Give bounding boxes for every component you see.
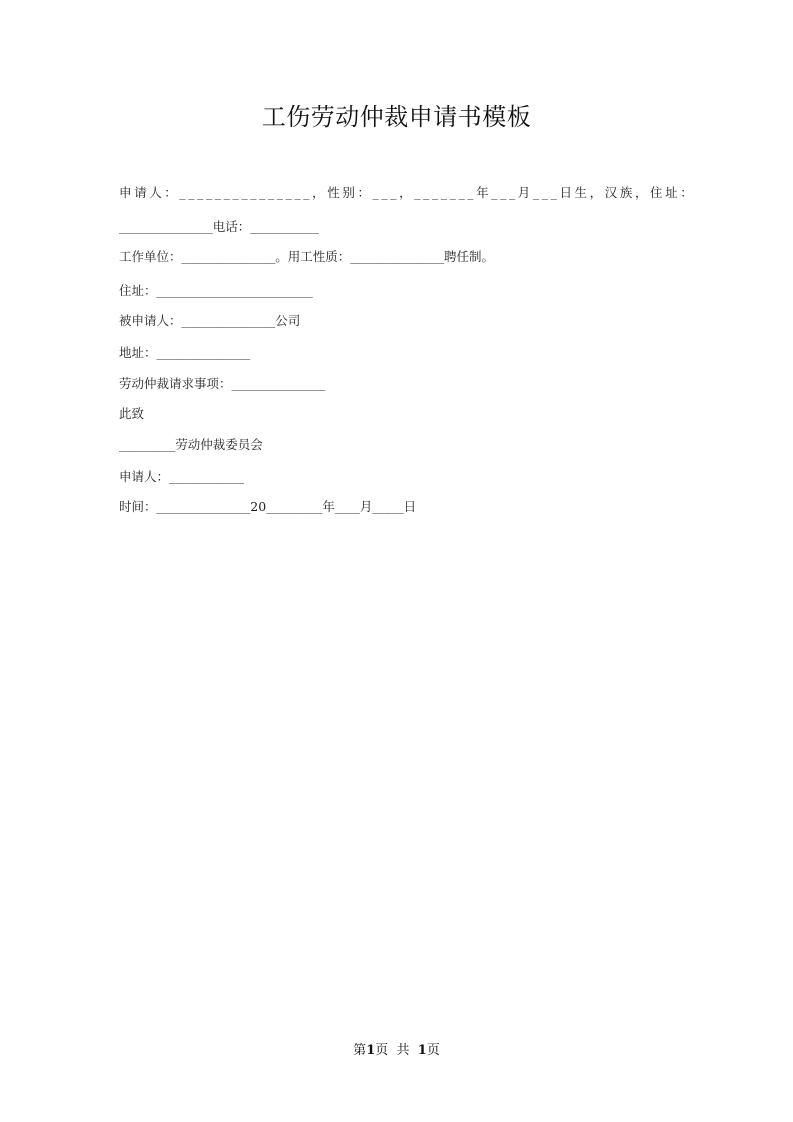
footer-prefix: 第 bbox=[353, 1043, 367, 1058]
arbitration-request-line: 劳动仲裁请求事项：_______________ bbox=[119, 376, 326, 391]
respondent-address-line: 地址：_______________ bbox=[119, 345, 251, 360]
salutation-line: 此致 bbox=[119, 406, 145, 421]
date-line: 时间：_______________20_________年____月_____日 bbox=[119, 499, 417, 514]
signature-line: 申请人：____________ bbox=[119, 469, 245, 484]
footer-suffix: 页 bbox=[426, 1043, 440, 1058]
respondent-line: 被申请人：_______________公司 bbox=[119, 313, 301, 328]
work-unit-line: 工作单位：_______________。用工性质：_______________聘任制。 bbox=[119, 249, 495, 264]
footer-total-pages: 1 bbox=[417, 1043, 427, 1058]
residence-line: 住址：_________________________ bbox=[119, 283, 313, 298]
applicant-info-line: 申请人：_______________，性别：___，_______年___月___日生，汉族，住址： bbox=[119, 185, 696, 200]
committee-line: _________劳动仲裁委员会 bbox=[119, 437, 263, 452]
page-number-footer bbox=[0, 1042, 793, 1060]
address-phone-line: _______________电话：___________ bbox=[119, 219, 320, 234]
document-title: 工伤劳动仲裁申请书模板 bbox=[261, 103, 532, 131]
footer-page-number: 1 bbox=[366, 1043, 376, 1058]
footer-middle: 页 共 bbox=[375, 1043, 418, 1058]
